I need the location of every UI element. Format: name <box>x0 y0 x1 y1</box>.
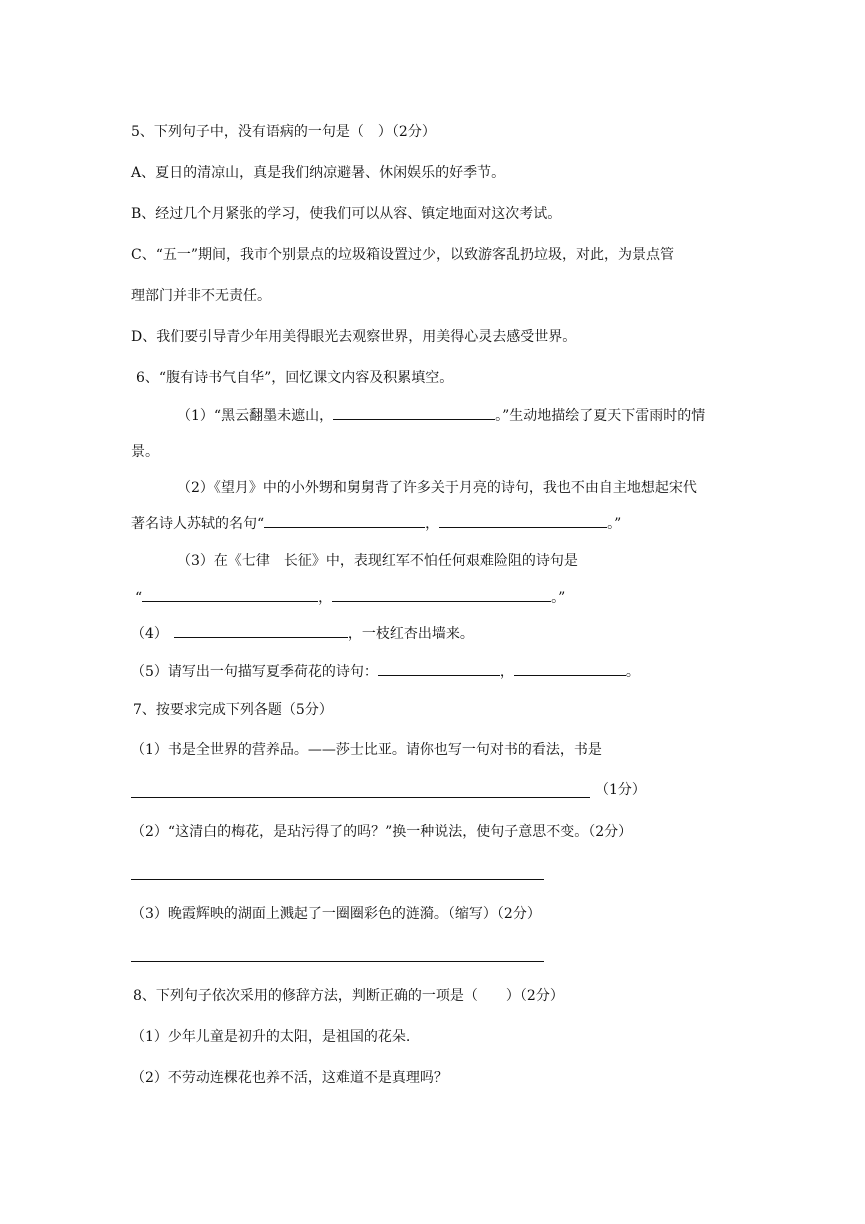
q6-item-4-label: （4） <box>131 626 168 642</box>
q7-stem: 7、按要求完成下列各题（5分） <box>133 702 333 718</box>
q7-item-2-answer-line[interactable] <box>131 879 544 880</box>
q6-item-4-blank[interactable] <box>174 623 348 638</box>
q6-item-2-end: 。” <box>607 516 622 532</box>
q8-item-1: （1）少年儿童是初升的太阳，是祖国的花朵. <box>131 1029 411 1045</box>
q5-option-b: B、经过几个月紧张的学习，使我们可以从容、镇定地面对这次考试。 <box>131 206 562 222</box>
q6-item-1-cont: 景。 <box>131 444 159 460</box>
q6-stem: 6、“腹有诗书气自华”，回忆课文内容及积累填空。 <box>136 370 454 386</box>
q6-item-2-text: 著名诗人苏轼的名句“ <box>131 516 265 532</box>
q6-item-3-comma: ， <box>318 590 333 606</box>
q6-item-2-blank-2[interactable] <box>439 513 607 528</box>
q6-item-3-open-quote: “ <box>135 590 143 606</box>
q6-item-2: （2）《望月》中的小外甥和舅舅背了许多关于月亮的诗句，我也不由自主地想起宋代 <box>177 480 697 496</box>
q6-item-3-cont <box>135 587 565 608</box>
q7-item-2: （2）“这清白的梅花，是玷污得了的吗？”换一种说法，使句子意思不变。（2分） <box>131 824 633 840</box>
q5-option-a: A、夏日的清凉山，真是我们纳凉避暑、休闲娱乐的好季节。 <box>131 165 506 181</box>
q8-stem: 8、下列句子依次采用的修辞方法，判断正确的一项是（ ）（2分） <box>133 988 564 1004</box>
q5-option-c: C、“五一”期间，我市个别景点的垃圾箱设置过少，以致游客乱扔垃圾，对此，为景点管 <box>131 247 675 263</box>
q7-item-1: （1）书是全世界的营养品。——莎士比亚。请你也写一句对书的看法，书是 <box>131 742 602 758</box>
q6-item-1-text-after: 。”生动地描绘了夏天下雷雨时的情 <box>495 408 706 424</box>
q8-item-2: （2）不劳动连棵花也养不活，这难道不是真理吗？ <box>131 1070 448 1086</box>
q7-item-1-score: （1分） <box>595 782 646 798</box>
q6-item-3-blank-2[interactable] <box>332 587 551 602</box>
q6-item-3-end: 。” <box>551 590 566 606</box>
q5-option-c-cont: 理部门并非不无责任。 <box>131 288 271 304</box>
q7-item-3-answer-line[interactable] <box>131 961 544 962</box>
q6-item-2-cont <box>131 513 621 534</box>
q6-item-5-end: 。 <box>625 664 640 680</box>
q6-item-5-comma: ， <box>499 664 514 680</box>
q6-item-3-blank-1[interactable] <box>142 587 318 602</box>
q5-option-d: D、我们要引导青少年用美得眼光去观察世界，用美得心灵去感受世界。 <box>131 329 577 345</box>
q6-item-5-label: （5）请写出一句描写夏季荷花的诗句： <box>131 664 378 680</box>
q5-stem: 5、下列句子中，没有语病的一句是（ ）（2分） <box>131 124 436 140</box>
q6-item-2-blank-1[interactable] <box>264 513 425 528</box>
q6-item-2-comma: ， <box>425 516 440 532</box>
q7-item-3: （3）晚霞辉映的湖面上溅起了一圈圈彩色的涟漪。（缩写）（2分） <box>131 906 541 922</box>
q6-item-5-blank-1[interactable] <box>378 661 500 676</box>
q6-item-1-blank[interactable] <box>333 405 495 420</box>
q6-item-3: （3）在《七律 长征》中，表现红军不怕任何艰难险阻的诗句是 <box>177 553 578 569</box>
q6-item-5-blank-2[interactable] <box>514 661 626 676</box>
q6-item-5 <box>131 661 640 682</box>
q6-item-4 <box>131 623 474 644</box>
q6-item-1 <box>177 405 705 426</box>
q6-item-4-text: ，一枝红杏出墙来。 <box>347 626 474 642</box>
q7-item-1-answer-line[interactable] <box>131 797 590 798</box>
q6-item-1-text: （1）“黑云翻墨未遮山， <box>177 408 334 424</box>
